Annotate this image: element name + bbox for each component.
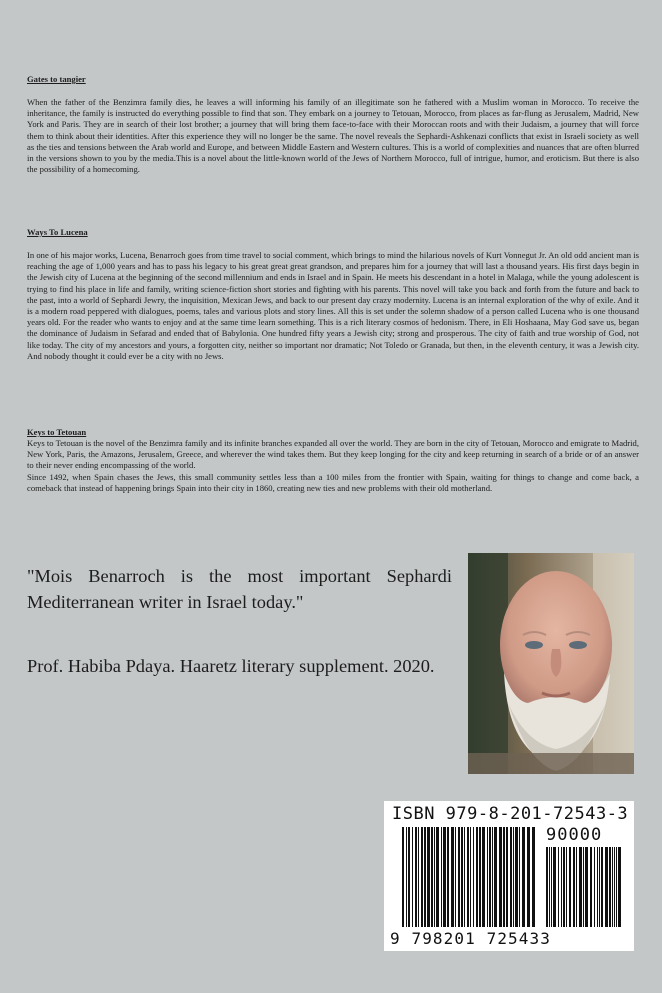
quote-attribution: Prof. Habiba Pdaya. Haaretz literary supplement. 2020. (27, 656, 435, 676)
barcode-digits: 9 798201 725433 (390, 929, 551, 948)
section-gates-to-tangier (27, 74, 639, 175)
section-title: Keys to Tetouan (27, 427, 87, 437)
section-ways-to-lucena (27, 227, 639, 362)
section-body: In one of his major works, Lucena, Benarroch goes from time travel to social comment, which brings to mind the hilarious novels of Kurt Vonnegut Jr. An old odd ancient man is reaching the age of 1,000 years and has to pass his legacy to his great great great grandson, and prepares him for a journey that will last a thousand years. His first days begin in the Jewish city of Lucena at the beginning of the second millennium and ends in Israel and in Spain. He meets his descendant in a hotel in Malaga, while the young adolescent is trying to find his place in life and family, writing science-fiction short stories and fighting with his parents. This novel will take you back and forth from the future and back to the past, into a world of Sephardi Jewry, the inquisition, Mexican Jews, and back to our present day crazy modernity. Lucena is an internal exploration of the why of exile. And it is a modern road peppered with dialogues, poems, tales and various plots and story lines. All this is set under the solemn shadow of a person called Lucena who is one thousand years old. For the reader who wants to enjoy and at the same time learn something. This is a rich literary cosmos of hedonism. There, in Eli Hoshaana, May God save us, began the dominance of Judaism in Sefarad and ended that of Babylonia. One hundred fifty years a Jewish city; strong and prosperous. The city of faith and true worship of God, not like today. The city of my ancestors and yours, a forgotten city, neither so important nor dramatic; Not Toledo or Granada, but then, in the eleventh century, it was a Jewish city. And nobody thought it could ever be a city with no Jews. (27, 250, 639, 361)
section-title: Ways To Lucena (27, 227, 88, 237)
isbn-barcode-block (384, 801, 634, 951)
section-title: Gates to tangier (27, 74, 86, 84)
section-body: Keys to Tetouan is the novel of the Benzimra family and its infinite branches expanded all over the world. They are born in the city of Tetouan, Morocco and emigrate to Madrid, New York, Paris, the Amazons, Jerusalem, Greece, and wherever the wind takes them. But they keep longing for the city and keep returning in search of a bride or of an answer to their never ending encompassing of the world. (27, 438, 639, 471)
section-keys-to-tetouan (27, 427, 639, 494)
isbn-label: ISBN 979-8-201-72543-3 (392, 804, 629, 824)
review-quote: "Mois Benarroch is the most important Sephardi Mediterranean writer in Israel today." (27, 566, 452, 612)
section-body: When the father of the Benzimra family dies, he leaves a will informing his family of an illegitimate son he fathered with a Muslim woman in Morocco. To receive the inheritance, the family is instructed do everything possible to find that son. They embark on a journey to Tetouan, Morocco, from places as far-flung as Jerusalem, Madrid, New York and Paris. They are in search of their lost brother; a journey that will bring them face-to-face with their Moroccan roots and with their Judaism, a journey that will force them to think about their identities. After this experience they will no longer be the same. The novel reveals the Sephardi-Ashkenazi conflicts that exist in Israeli society as well as the ties and tensions between the Arab world and Europe, and between Middle Eastern and Western cultures. This is a world of complexities and nuances that are often blurred in the versions shown to you by the media.This is a novel about the little-known world of the Jews of Northern Morocco, full of intrigue, humor, and eroticism. But there is also the possibility of a homecoming. (27, 97, 639, 175)
section-body-continued: Since 1492, when Spain chases the Jews, this small community settles less than a 100 miles from the frontier with Spain, waiting for things to change and come back, a comeback that instead of happening brings Spain into their city in 1860, creating new ties and new problems with their old motherland. (27, 471, 639, 493)
barcode-addon-number: 90000 (546, 825, 603, 845)
author-photo (468, 553, 634, 774)
